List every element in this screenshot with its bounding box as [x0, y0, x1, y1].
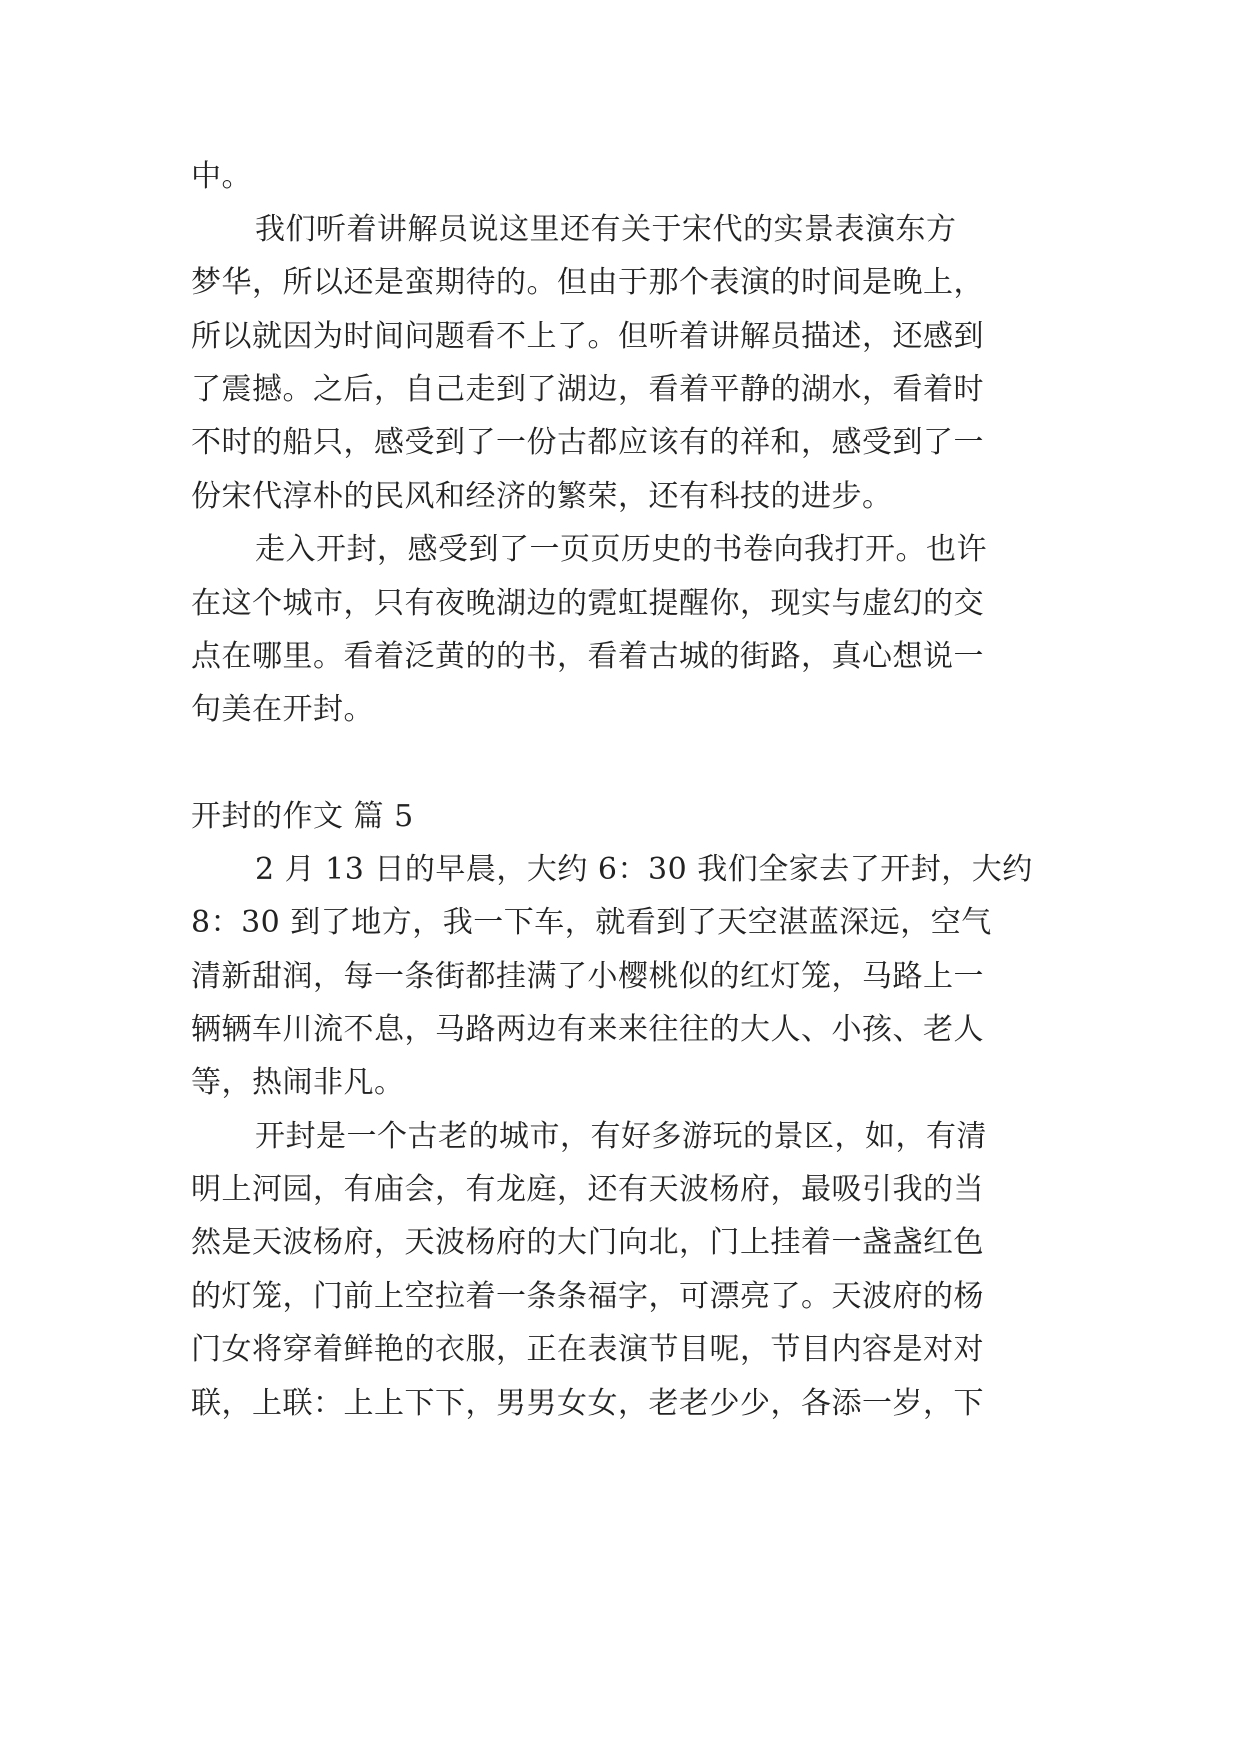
- paragraph-line: 了震撼。之后，自己走到了湖边，看着平静的湖水，看着时: [191, 372, 984, 407]
- paragraph-line: 8：30 到了地方，我一下车，就看到了天空湛蓝深远，空气: [191, 905, 992, 940]
- paragraph-line: 不时的船只，感受到了一份古都应该有的祥和，感受到了一: [191, 425, 984, 460]
- section-heading: 开封的作文 篇 5: [191, 799, 414, 834]
- paragraph-line: 明上河园，有庙会，有龙庭，还有天波杨府，最吸引我的当: [191, 1172, 984, 1207]
- paragraph-line: 联，上联：上上下下，男男女女，老老少少，各添一岁，下: [191, 1386, 984, 1421]
- paragraph-line: 所以就因为时间问题看不上了。但听着讲解员描述，还感到: [191, 319, 984, 354]
- paragraph-line: 我们听着讲解员说这里还有关于宋代的实景表演东方: [255, 212, 957, 247]
- paragraph-line: 清新甜润，每一条街都挂满了小樱桃似的红灯笼，马路上一: [191, 959, 984, 994]
- paragraph-line: 辆辆车川流不息，马路两边有来来往往的大人、小孩、老人: [191, 1012, 984, 1047]
- paragraph-line: 开封是一个古老的城市，有好多游玩的景区，如，有清: [255, 1119, 987, 1154]
- paragraph-line: 句美在开封。: [191, 692, 374, 727]
- text-line: 中。: [191, 159, 252, 194]
- paragraph-line: 门女将穿着鲜艳的衣服，正在表演节目呢，节目内容是对对: [191, 1332, 984, 1367]
- paragraph-line: 在这个城市，只有夜晚湖边的霓虹提醒你，现实与虚幻的交: [191, 586, 984, 621]
- paragraph-line: 然是天波杨府，天波杨府的大门向北，门上挂着一盏盏红色: [191, 1225, 984, 1260]
- paragraph-line: 份宋代淳朴的民风和经济的繁荣，还有科技的进步。: [191, 479, 893, 514]
- paragraph-line: 走入开封，感受到了一页页历史的书卷向我打开。也许: [255, 532, 987, 567]
- paragraph-line: 的灯笼，门前上空拉着一条条福字，可漂亮了。天波府的杨: [191, 1279, 984, 1314]
- paragraph-line: 等，热闹非凡。: [191, 1065, 405, 1100]
- paragraph-line: 2 月 13 日的早晨，大约 6：30 我们全家去了开封，大约: [255, 852, 1033, 887]
- paragraph-line: 点在哪里。看着泛黄的的书，看着古城的街路，真心想说一: [191, 639, 984, 674]
- paragraph-line: 梦华，所以还是蛮期待的。但由于那个表演的时间是晚上，: [191, 265, 984, 300]
